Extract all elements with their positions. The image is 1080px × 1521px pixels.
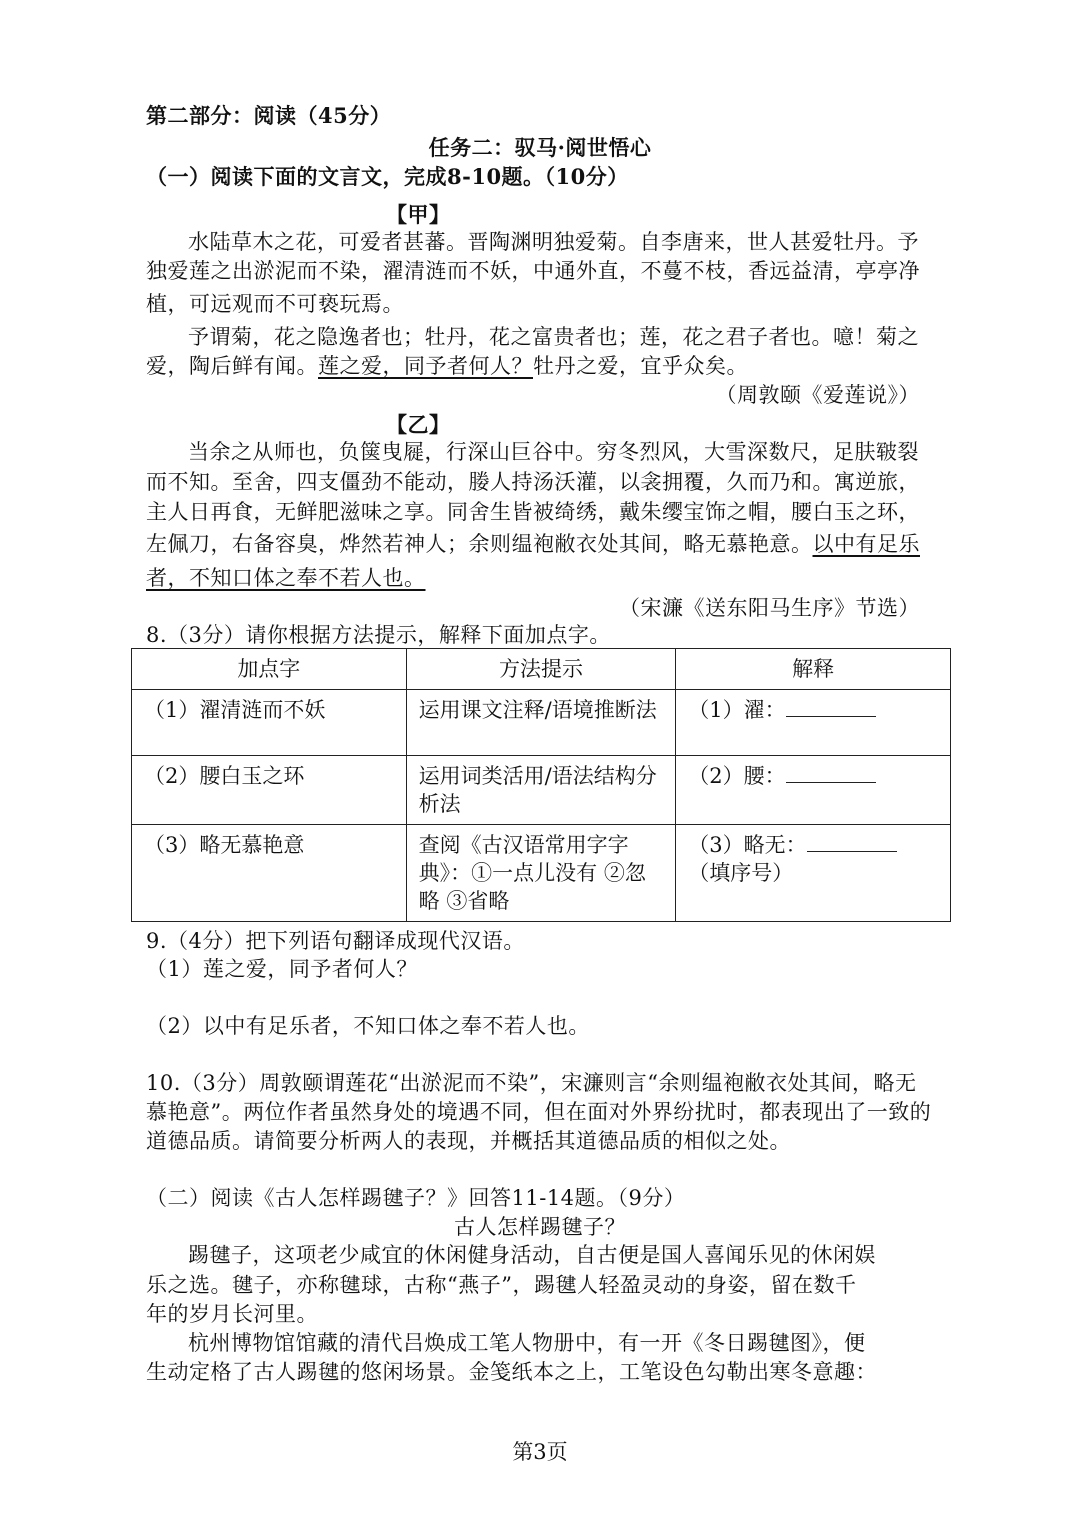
- section2-line: 杭州博物馆馆藏的清代吕焕成工笔人物册中，有一开《冬日踢毽图》，便: [188, 1331, 866, 1355]
- q8-table: [131, 648, 951, 922]
- section2-line: 生动定格了古人踢毽的悠闲场景。金笺纸本之上，工笔设色勾勒出寒冬意趣：: [146, 1360, 877, 1384]
- answer-blank[interactable]: [786, 762, 876, 783]
- page-number: 第3页: [512, 1440, 568, 1464]
- q9-item: （2）以中有足乐者，不知口体之奉不若人也。: [146, 1014, 590, 1038]
- answer-cell: [676, 756, 951, 825]
- answer-blank[interactable]: [786, 696, 876, 717]
- header-cell: 加点字: [132, 649, 407, 690]
- answer-cell: [676, 825, 951, 922]
- header-cell: 解释: [676, 649, 951, 690]
- answer-blank[interactable]: [807, 831, 897, 852]
- answer-cell: [676, 690, 951, 756]
- hint-cell: 运用词类活用/语法结构分析法: [406, 756, 676, 825]
- jia-line: 水陆草木之花，可爱者甚蕃。晋陶渊明独爱菊。自李唐来，世人甚爱牡丹。予: [188, 230, 919, 254]
- section2-instruction: （二）阅读《古人怎样踢毽子？》回答11-14题。（9分）: [146, 1186, 686, 1210]
- jia-line: [146, 351, 748, 381]
- yi-underlined-sentence-end: 者，不知口体之奉不若人也。: [146, 566, 426, 590]
- section2-line: 乐之选。毽子，亦称毽球，古称“燕子”，踢毽人轻盈灵动的身姿，留在数千: [146, 1273, 857, 1297]
- answer-label: （1）濯：: [688, 698, 786, 722]
- yi-underlined-sentence: 以中有足乐: [812, 532, 920, 556]
- q9-item: （1）莲之爱，同予者何人？: [146, 957, 418, 981]
- jia-line: 植，可远观而不可亵玩焉。: [146, 292, 404, 316]
- jia-text: 牡丹之爱，宜乎众矣。: [533, 354, 748, 378]
- table-row: [132, 825, 951, 922]
- jia-line: 予谓菊，花之隐逸者也；牡丹，花之富贵者也；莲，花之君子者也。噫！菊之: [188, 325, 919, 349]
- word-cell: （3）略无慕艳意: [132, 825, 407, 922]
- section2-line: 年的岁月长河里。: [146, 1302, 318, 1326]
- yi-source: （宋濂《送东阳马生序》节选）: [619, 596, 920, 620]
- answer-label: （3）略无：: [688, 833, 807, 857]
- jia-source: （周敦颐《爱莲说》）: [715, 383, 920, 407]
- table-row: [132, 690, 951, 756]
- part-heading: 第二部分：阅读（45分）: [146, 103, 392, 128]
- header-cell: 方法提示: [406, 649, 676, 690]
- section2-line: 踢毽子，这项老少咸宜的休闲健身活动，自古便是国人喜闻乐见的休闲娱: [188, 1243, 876, 1267]
- q8-stem: 8.（3分）请你根据方法提示，解释下面加点字。: [146, 623, 611, 647]
- word-cell: （1）濯清涟而不妖: [132, 690, 407, 756]
- q10-line: 10.（3分）周敦颐谓莲花“出淤泥而不染”，宋濂则言“余则缊袍敝衣处其间，略无: [146, 1071, 917, 1095]
- yi-text: 左佩刀，右备容臭，烨然若神人；余则缊袍敝衣处其间，略无慕艳意。: [146, 532, 813, 556]
- q10-line: 道德品质。请简要分析两人的表现，并概括其道德品质的相似之处。: [146, 1129, 791, 1153]
- task-heading: 任务二：驭马·阅世悟心: [428, 135, 652, 160]
- q8-table-header: [132, 649, 951, 690]
- yi-line: 而不知。至舍，四支僵劲不能动，媵人持汤沃灌，以衾拥覆，久而乃和。寓逆旅，: [146, 470, 920, 494]
- jia-underlined-sentence: 莲之爱，同予者何人？: [318, 354, 533, 378]
- section1-instruction: （一）阅读下面的文言文，完成8-10题。（10分）: [146, 164, 629, 189]
- yi-label: 【乙】: [386, 412, 451, 437]
- section2-title: 古人怎样踢毽子？: [454, 1215, 626, 1239]
- word-cell: （2）腰白玉之环: [132, 756, 407, 825]
- yi-line: 当余之从师也，负箧曳屣，行深山巨谷中。穷冬烈风，大雪深数尺，足肤皲裂: [188, 440, 919, 464]
- hint-cell: 运用课文注释/语境推断法: [406, 690, 676, 756]
- answer-label: （2）腰：: [688, 764, 786, 788]
- q10-line: 慕艳意”。两位作者虽然身处的境遇不同，但在面对外界纷扰时，都表现出了一致的: [146, 1100, 932, 1124]
- jia-text: 爱，陶后鲜有闻。: [146, 354, 318, 378]
- jia-line: 独爱莲之出淤泥而不染，濯清涟而不妖，中通外直，不蔓不枝，香远益清，亭亭净: [146, 259, 920, 283]
- hint-cell: 查阅《古汉语常用字字典》：①一点儿没有 ②忽略 ③省略: [406, 825, 676, 922]
- q9-stem: 9.（4分）把下列语句翻译成现代汉语。: [146, 929, 525, 953]
- table-row: [132, 756, 951, 825]
- yi-line: [146, 529, 920, 559]
- yi-line: 主人日再食，无鲜肥滋味之享。同舍生皆被绮绣，戴朱缨宝饰之帽，腰白玉之环，: [146, 500, 920, 524]
- answer-suffix: （填序号）: [688, 861, 794, 885]
- jia-label: 【甲】: [386, 202, 451, 227]
